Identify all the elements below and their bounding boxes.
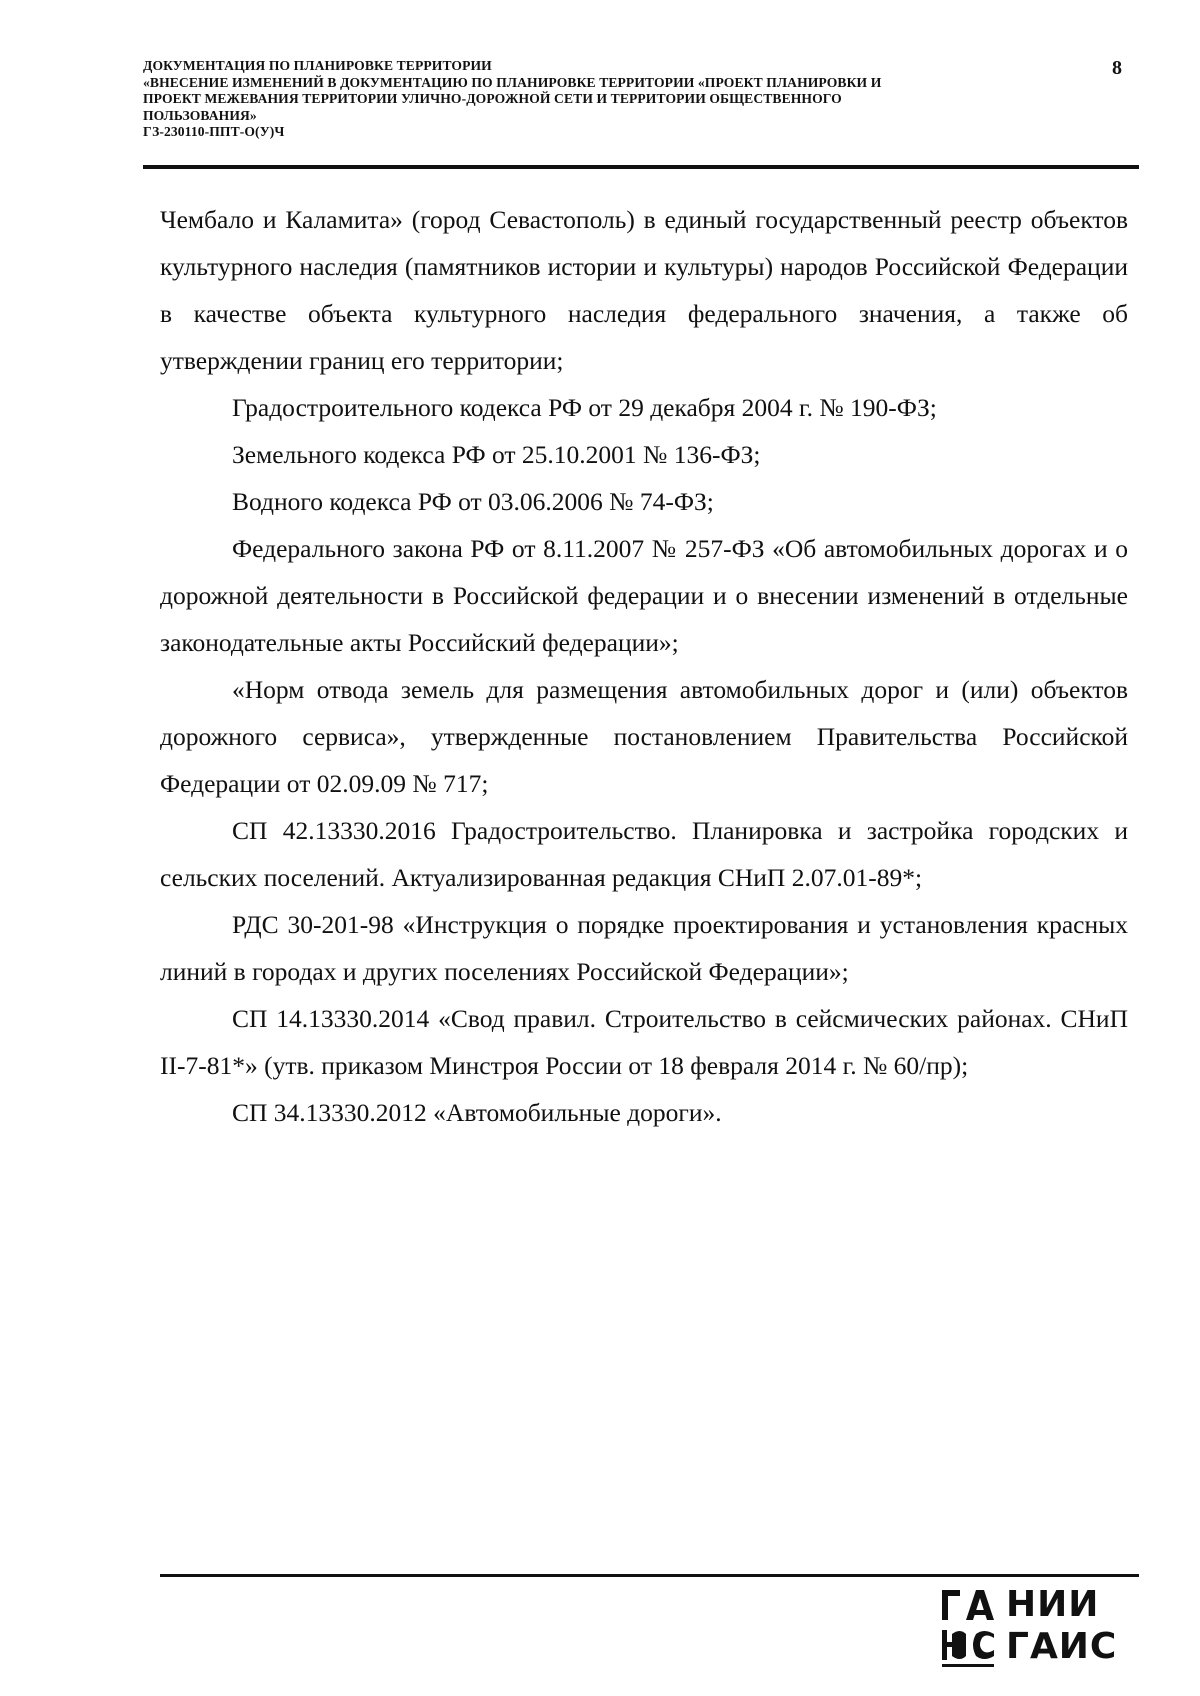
header-line-title: ДОКУМЕНТАЦИЯ ПО ПЛАНИРОВКЕ ТЕРРИТОРИИ <box>143 58 492 73</box>
paragraph-list-item: «Норм отвода земель для размещения автомобильных дорог и (или) объектов дорожного сервиса», утвержденные постановлением Правительства Российской Федерации от 02.09.09 № 717; <box>160 675 1128 798</box>
paragraph-list-item: СП 42.13330.2016 Градостроительство. Планировка и застройка городских и сельских поселений. Актуализированная редакция СНиП 2.07.01-89*; <box>160 816 1128 892</box>
header-document-code: ГЗ-230110-ППТ-О(У)Ч <box>143 124 285 140</box>
paragraph-list-item: СП 34.13330.2012 «Автомобильные дороги». <box>232 1098 722 1127</box>
header-line-project-end: ПОЛЬЗОВАНИЯ» <box>143 107 257 123</box>
paragraph-list-item: Федерального закона РФ от 8.11.2007 № 257-ФЗ «Об автомобильных дорогах и о дорожной деятельности в Российской федерации и о внесении изменений в отдельные законодательные акты Российский федерации»; <box>160 534 1128 657</box>
footer-divider <box>160 1574 1139 1577</box>
document-body <box>160 196 1128 1136</box>
logo-line-gais: ГАИС <box>1006 1626 1118 1667</box>
logo-line-nii: НИИ <box>1006 1584 1100 1625</box>
paragraph-list-item: Водного кодекса РФ от 03.06.2006 № 74-ФЗ; <box>232 487 714 516</box>
company-logo <box>940 1584 1140 1674</box>
paragraph-list-item: СП 14.13330.2014 «Свод правил. Строительство в сейсмических районах. СНиП II-7-81*» (утв. приказом Минстроя России от 18 февраля 2014 г. № 60/пр); <box>160 1004 1128 1080</box>
paragraph-continuation: Чембало и Каламита» (город Севастополь) в единый государственный реестр объектов культурного наследия (памятников истории и культуры) народов Российской Федерации в качестве объекта культурного наследия федерального значения, а также об утверждении границ его территории; <box>160 205 1128 375</box>
header-line-project-cont: ПРОЕКТ МЕЖЕВАНИЯ ТЕРРИТОРИИ УЛИЧНО-ДОРОЖНОЙ СЕТИ И ТЕРРИТОРИИ ОБЩЕСТВЕННОГО <box>143 91 842 107</box>
company-logo-icon <box>940 1586 1000 1670</box>
paragraph-list-item: Градостроительного кодекса РФ от 29 декабря 2004 г. № 190-ФЗ; <box>232 393 937 422</box>
header-line-project: «ВНЕСЕНИЕ ИЗМЕНЕНИЙ В ДОКУМЕНТАЦИЮ ПО ПЛАНИРОВКЕ ТЕРРИТОРИИ «ПРОЕКТ ПЛАНИРОВКИ И <box>143 74 882 90</box>
paragraph-list-item: Земельного кодекса РФ от 25.10.2001 № 136-ФЗ; <box>232 440 761 469</box>
company-logo-text <box>1006 1584 1117 1668</box>
document-header <box>143 58 1043 141</box>
page-number: 8 <box>1112 57 1122 79</box>
header-divider <box>143 165 1139 169</box>
paragraph-list-item: РДС 30-201-98 «Инструкция о порядке проектирования и установления красных линий в городах и других поселениях Российской Федерации»; <box>160 910 1128 986</box>
